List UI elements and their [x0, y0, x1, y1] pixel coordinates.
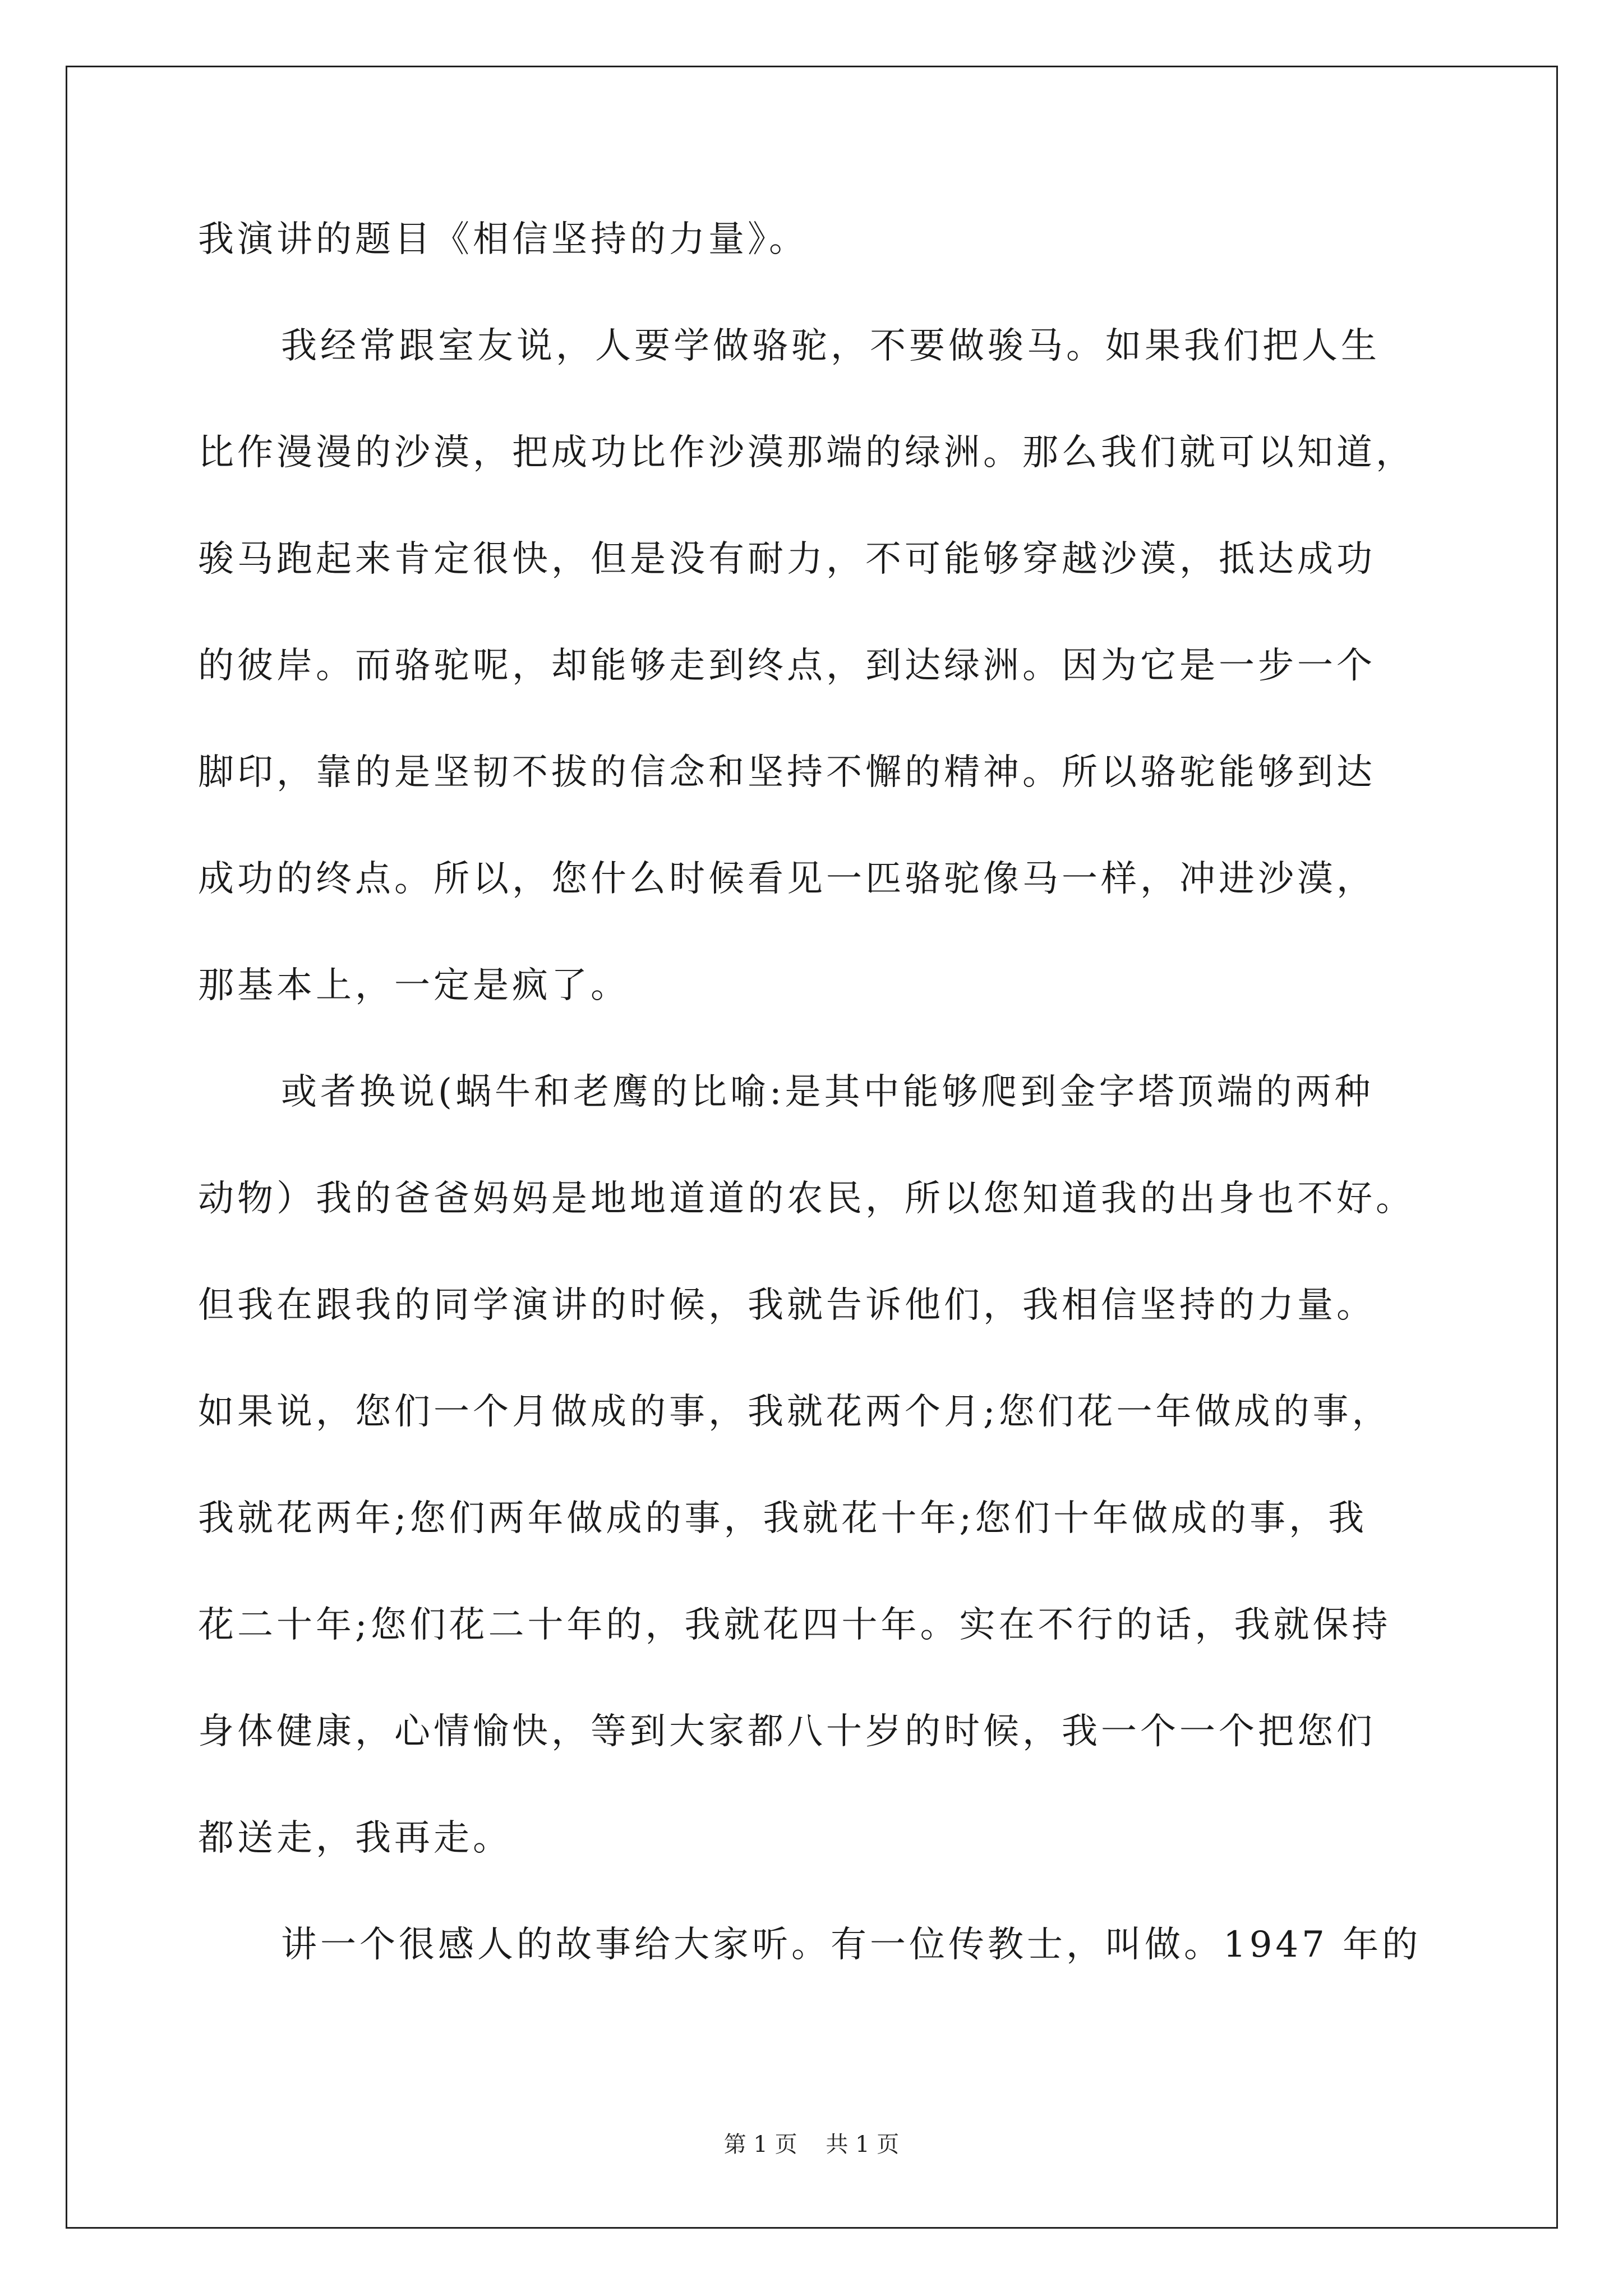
text-line: 比作漫漫的沙漠，把成功比作沙漠那端的绿洲。那么我们就可以知道，	[198, 432, 1415, 473]
document-body	[198, 205, 1467, 2017]
text-line: 花二十年;您们花二十年的，我就花四十年。实在不行的话，我就保持	[198, 1604, 1391, 1646]
text-line: 骏马跑起来肯定很快，但是没有耐力，不可能够穿越沙漠，抵达成功	[198, 539, 1376, 580]
text-line: 那基本上，一定是疯了。	[198, 965, 630, 1006]
text-line: 我演讲的题目《相信坚持的力量》。	[198, 219, 808, 260]
text-line: 身体健康，心情愉快，等到大家都八十岁的时候，我一个一个把您们	[198, 1711, 1376, 1752]
text-line: 如果说，您们一个月做成的事，我就花两个月;您们花一年做成的事，	[198, 1391, 1391, 1433]
text-line: 但我在跟我的同学演讲的时候，我就告诉他们，我相信坚持的力量。	[198, 1285, 1376, 1326]
text-line: 动物）我的爸爸妈妈是地地道道的农民，所以您知道我的出身也不好。	[198, 1178, 1415, 1220]
text-line: 我就花两年;您们两年做成的事，我就花十年;您们十年做成的事，我	[198, 1498, 1368, 1539]
text-line: 讲一个很感人的故事给大家听。有一位传教士，叫做。1947 年的	[281, 1924, 1422, 1966]
text-line: 或者换说(蜗牛和老鹰的比喻:是其中能够爬到金字塔顶端的两种	[281, 1071, 1374, 1113]
text-line: 成功的终点。所以，您什么时候看见一匹骆驼像马一样，冲进沙漠，	[198, 858, 1376, 900]
page-footer: 第 1 页 共 1 页	[723, 2132, 900, 2157]
text-line: 脚印，靠的是坚韧不拔的信念和坚持不懈的精神。所以骆驼能够到达	[198, 752, 1376, 793]
text-line: 的彼岸。而骆驼呢，却能够走到终点，到达绿洲。因为它是一步一个	[198, 645, 1376, 687]
text-line: 都送走，我再走。	[198, 1818, 512, 1859]
text-line: 我经常跟室友说，人要学做骆驼，不要做骏马。如果我们把人生	[281, 325, 1380, 367]
